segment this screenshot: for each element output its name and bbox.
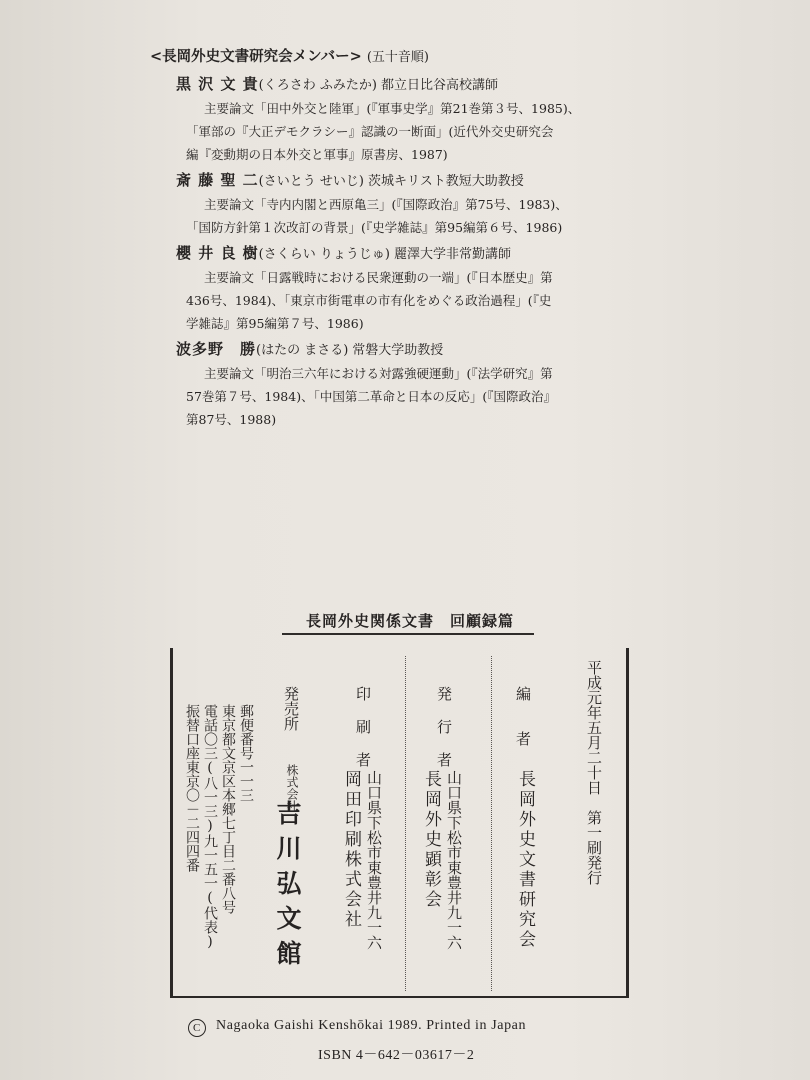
copyright-line	[188, 1018, 526, 1037]
member-works-line: 「軍部の『大正デモクラシー』認識の一断面」(近代外交史研究会	[186, 124, 554, 139]
colophon-divider	[405, 656, 406, 991]
member-name-line	[176, 338, 670, 361]
member-entry	[150, 73, 670, 166]
member-works	[186, 193, 656, 239]
distributor-phone: 電話〇三(八一三)九一五一(代表)	[202, 704, 218, 950]
isbn: ISBN 4－642－03617－2	[318, 1048, 475, 1063]
member-works-line: 436号、1984)、「東京市街電車の市有化をめぐる政治過程」(『史	[186, 293, 552, 308]
publisher-label: 発 行 者	[435, 686, 453, 767]
member-affiliation: 都立日比谷高校講師	[380, 78, 498, 93]
member-name: 波多野 勝	[176, 340, 257, 358]
colophon-title-underline	[282, 633, 534, 635]
member-affiliation: 常磐大学助教授	[352, 343, 444, 358]
member-name: 斎 藤 聖 二	[176, 171, 259, 189]
member-works-line: 主要論文「日露戦時における民衆運動の一端」(『日本歴史』第	[204, 270, 553, 285]
colophon-title: 長岡外史関係文書 回顧録篇	[305, 612, 514, 630]
distributor-address: 東京都文京区本郷七丁目二番八号	[220, 704, 236, 914]
member-reading: (くろさわ ふみたか)	[258, 78, 377, 93]
printer-label: 印 刷 者	[354, 686, 372, 767]
member-reading: (はたの まさる)	[256, 343, 349, 358]
members-heading	[150, 44, 670, 70]
member-works	[186, 362, 656, 431]
member-works-line: 「国防方針第１次改訂の背景」(『史学雑誌』第95編第６号、1986)	[186, 220, 563, 235]
member-name: 黒 沢 文 貴	[176, 75, 259, 93]
member-works-line: 57巻第７号、1984)、「中国第二革命と日本の反応」(『国際政治』	[186, 389, 556, 404]
colophon-rule-left	[170, 648, 173, 998]
member-list	[150, 73, 670, 431]
printer-name: 岡田印刷株式会社	[341, 770, 361, 930]
distributor-transfer: 振替口座東京〇－二四四番	[184, 704, 200, 872]
printer-address: 山口県下松市東豊井九一六	[365, 770, 383, 950]
member-entry	[150, 169, 670, 239]
distributor-postal: 郵便番号一一三	[238, 704, 254, 802]
member-entry	[150, 338, 670, 431]
member-name-line	[176, 169, 670, 192]
member-name-line	[176, 73, 670, 96]
colophon-rule-bottom	[170, 996, 629, 998]
distributor-label: 発売所	[282, 686, 300, 731]
member-affiliation: 麗澤大学非常勤講師	[393, 247, 511, 262]
member-works	[186, 266, 656, 335]
colophon-rule-right	[626, 648, 629, 998]
member-works-line: 編『変動期の日本外交と軍事』原書房、1987)	[186, 147, 448, 162]
publisher-name: 長岡外史顕彰会	[421, 770, 441, 910]
member-name-line	[176, 242, 670, 265]
member-entry	[150, 242, 670, 335]
member-affiliation: 茨城キリスト教短大助教授	[367, 174, 524, 189]
member-works-line: 主要論文「明治三六年における対露強硬運動」(『法学研究』第	[204, 366, 553, 381]
member-works-line: 主要論文「田中外交と陸軍」(『軍事史学』第21巻第３号、1985)、	[204, 101, 581, 116]
member-name: 櫻 井 良 樹	[176, 244, 259, 262]
members-order-note: (五十音順)	[366, 50, 430, 65]
publisher-address: 山口県下松市東豊井九一六	[445, 770, 463, 950]
copyright-text: Nagaoka Gaishi Kenshōkai 1989. Printed in Japan	[216, 1018, 527, 1033]
members-heading-text: <長岡外史文書研究会メンバー>	[150, 48, 362, 65]
member-works-line: 主要論文「寺内内閣と西原亀三」(『国際政治』第75号、1983)、	[204, 197, 568, 212]
members-section	[150, 44, 670, 431]
member-reading: (さいとう せいじ)	[258, 174, 364, 189]
editor-name: 長岡外史文書研究会	[515, 770, 535, 950]
member-works-line: 学雑誌』第95編第７号、1986)	[186, 316, 364, 331]
colophon-date: 平成元年五月二十日 第一刷発行	[585, 660, 603, 885]
copyright-icon: C	[188, 1019, 206, 1037]
member-works	[186, 97, 656, 166]
editor-label: 編 者	[514, 686, 532, 746]
distributor-corp: 株式会社	[285, 764, 299, 812]
member-reading: (さくらい りょうじゅ)	[258, 247, 390, 262]
distributor-name: 吉川弘文館	[273, 800, 302, 975]
member-works-line: 第87号、1988)	[186, 412, 277, 427]
colophon-divider	[491, 656, 492, 991]
